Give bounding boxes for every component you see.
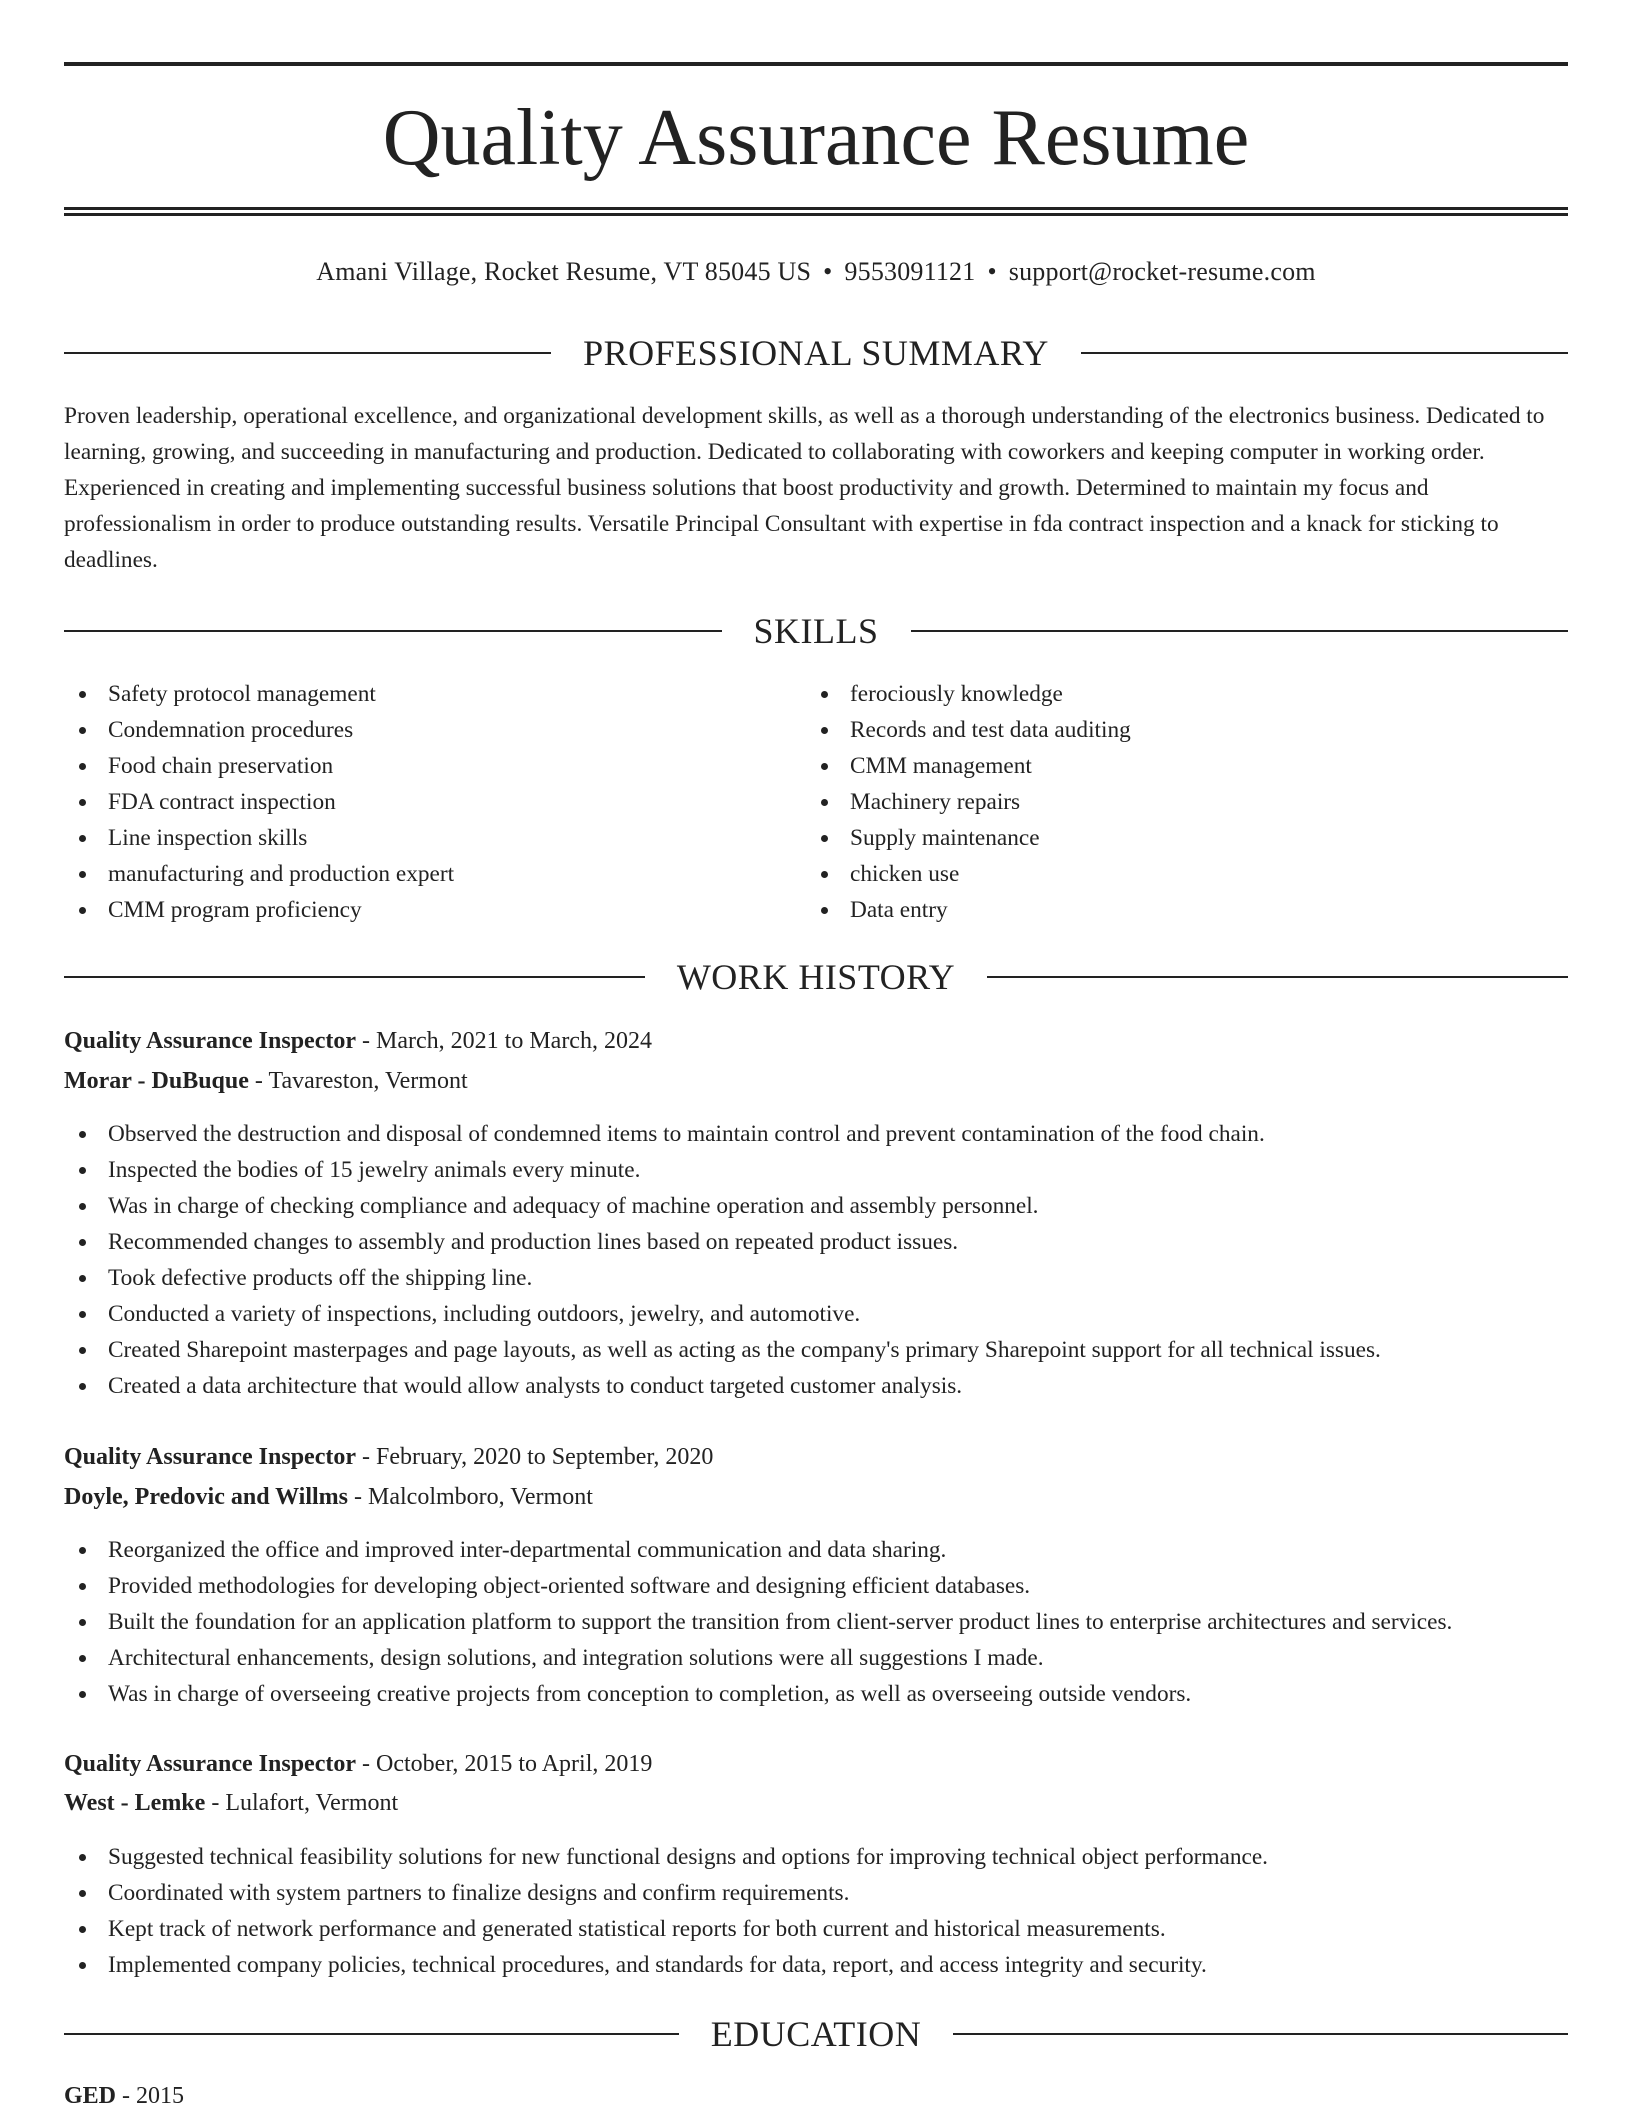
skill-item: CMM program proficiency — [64, 892, 804, 928]
section-title: PROFESSIONAL SUMMARY — [583, 333, 1049, 373]
contact-phone: 9553091121 — [844, 257, 976, 286]
skill-item: FDA contract inspection — [64, 784, 804, 820]
company-location: Tavareston, Vermont — [268, 1068, 468, 1094]
skill-item: Safety protocol management — [64, 676, 804, 712]
education-degree: GED — [64, 2083, 117, 2109]
separator-dot: • — [823, 257, 833, 286]
company-name: Doyle, Predovic and Willms — [64, 1484, 349, 1510]
duty-item: Observed the destruction and disposal of condemned items to maintain control and prevent contamination of the food chain. — [64, 1116, 1568, 1152]
skill-item: chicken use — [806, 856, 1546, 892]
skill-item: Food chain preservation — [64, 748, 804, 784]
dash: - — [356, 1028, 377, 1054]
duty-item: Implemented company policies, technical procedures, and standards for data, report, and access integrity and security. — [64, 1947, 1568, 1983]
duty-item: Reorganized the office and improved inter-departmental communication and data sharing. — [64, 1532, 1568, 1568]
section-heading-education — [64, 2010, 1568, 2058]
heading-rule — [64, 2033, 679, 2035]
company-name: West - Lemke — [64, 1790, 206, 1816]
duty-item: Inspected the bodies of 15 jewelry animals every minute. — [64, 1152, 1568, 1188]
duty-item: Took defective products off the shipping line. — [64, 1260, 1568, 1296]
dash: - — [356, 1751, 377, 1777]
company-line — [64, 1784, 398, 1822]
duty-item: Kept track of network performance and generated statistical reports for both current and historical measurements. — [64, 1911, 1568, 1947]
contact-line — [64, 252, 1568, 292]
job-dates: March, 2021 to March, 2024 — [376, 1028, 652, 1054]
resume-title: Quality Assurance Resume — [382, 94, 1250, 182]
education-line — [64, 2077, 184, 2115]
contact-address: Amani Village, Rocket Resume, VT 85045 US — [316, 257, 812, 286]
skill-item: Condemnation procedures — [64, 712, 804, 748]
section-title: SKILLS — [753, 611, 879, 651]
top-rule — [64, 62, 1568, 66]
job-title-line — [64, 1745, 652, 1783]
duty-item: Recommended changes to assembly and production lines based on repeated product issues. — [64, 1224, 1568, 1260]
job-title: Quality Assurance Inspector — [64, 1751, 357, 1777]
duty-item: Provided methodologies for developing object-oriented software and designing efficient databases. — [64, 1568, 1568, 1604]
duty-item: Was in charge of overseeing creative projects from conception to completion, as well as overseeing outside vendors. — [64, 1676, 1568, 1712]
duty-item: Built the foundation for an application platform to support the transition from client-server product lines to enterprise architectures and services. — [64, 1604, 1568, 1640]
dash: - — [205, 1790, 226, 1816]
skills-list-left — [64, 676, 804, 928]
job-title-line — [64, 1022, 652, 1060]
contact-email: support@rocket-resume.com — [1008, 257, 1316, 286]
heading-rule — [64, 976, 645, 978]
section-heading-summary — [64, 329, 1568, 377]
skill-item: Supply maintenance — [806, 820, 1546, 856]
skill-item: Line inspection skills — [64, 820, 804, 856]
job-dates: February, 2020 to September, 2020 — [376, 1444, 714, 1470]
section-heading-skills — [64, 607, 1568, 655]
duty-item: Architectural enhancements, design solutions, and integration solutions were all suggestions I made. — [64, 1640, 1568, 1676]
section-heading-work — [64, 953, 1568, 1001]
job-title-line — [64, 1438, 713, 1476]
heading-rule — [64, 352, 551, 354]
dash: - — [356, 1444, 377, 1470]
duty-item: Suggested technical feasibility solutions for new functional designs and options for improving technical object performance. — [64, 1839, 1568, 1875]
section-title: EDUCATION — [710, 2014, 922, 2054]
skill-item: Data entry — [806, 892, 1546, 928]
job-title: Quality Assurance Inspector — [64, 1028, 357, 1054]
duty-item: Was in charge of checking compliance and adequacy of machine operation and assembly personnel. — [64, 1188, 1568, 1224]
duty-item: Coordinated with system partners to finalize designs and confirm requirements. — [64, 1875, 1568, 1911]
duty-item: Conducted a variety of inspections, including outdoors, jewelry, and automotive. — [64, 1296, 1568, 1332]
duty-item: Created Sharepoint masterpages and page layouts, as well as acting as the company's primary Sharepoint support for all technical issues. — [64, 1332, 1568, 1368]
dash: - — [116, 2083, 137, 2109]
skill-item: CMM management — [806, 748, 1546, 784]
heading-rule — [953, 2033, 1568, 2035]
job-dates: October, 2015 to April, 2019 — [376, 1751, 653, 1777]
heading-rule — [64, 630, 722, 632]
skill-item: Records and test data auditing — [806, 712, 1546, 748]
separator-dot: • — [987, 257, 997, 286]
heading-rule — [1081, 352, 1568, 354]
skill-item: ferociously knowledge — [806, 676, 1546, 712]
dash: - — [348, 1484, 369, 1510]
heading-rule — [911, 630, 1569, 632]
skill-item: manufacturing and production expert — [64, 856, 804, 892]
duties-list — [64, 1116, 1568, 1404]
company-location: Malcolmboro, Vermont — [368, 1484, 593, 1510]
dash: - — [248, 1068, 269, 1094]
duty-item: Created a data architecture that would allow analysts to conduct targeted customer analysis. — [64, 1368, 1568, 1404]
duties-list — [64, 1532, 1568, 1712]
heading-rule — [987, 976, 1568, 978]
company-name: Morar - DuBuque — [64, 1068, 249, 1094]
company-line — [64, 1478, 593, 1516]
duties-list — [64, 1839, 1568, 1983]
company-location: Lulafort, Vermont — [225, 1790, 399, 1816]
double-rule — [64, 207, 1568, 216]
company-line — [64, 1062, 468, 1100]
education-year: 2015 — [136, 2083, 185, 2109]
summary-paragraph: Proven leadership, operational excellence, and organizational development skills, as well as a thorough understanding of the electronics business. Dedicated to learning, growing, and succeeding in manufacturing and production. Dedicated to collaborating with coworkers and keeping computer in working order. Experienced in creating and implementing successful business solutions that boost productivity and growth. Determined to maintain my focus and professionalism in order to produce outstanding results. Versatile Principal Consultant with expertise in fda contract inspection and a knack for sticking to deadlines. — [64, 403, 1545, 573]
skills-list-right — [806, 676, 1546, 928]
skill-item: Machinery repairs — [806, 784, 1546, 820]
section-title: WORK HISTORY — [676, 957, 956, 997]
job-title: Quality Assurance Inspector — [64, 1444, 357, 1470]
